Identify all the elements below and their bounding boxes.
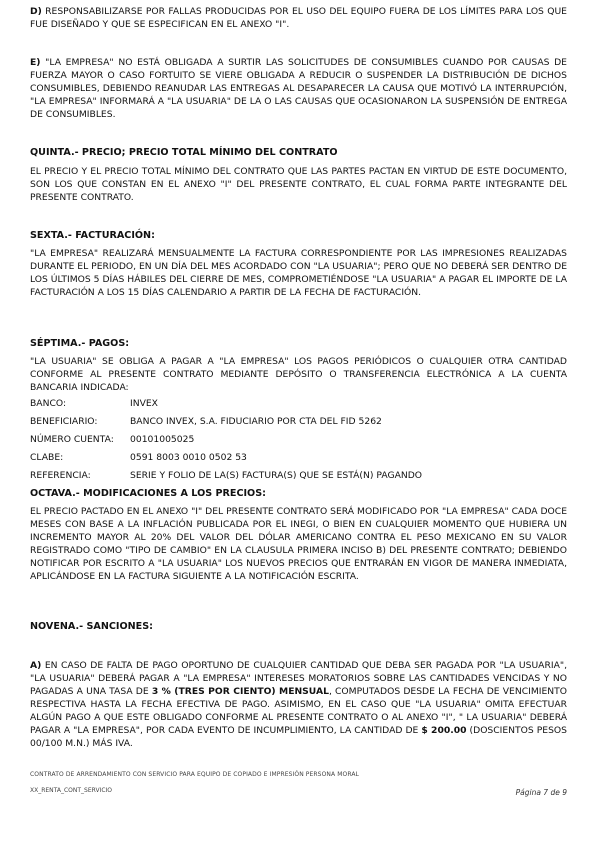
bank-value: 0591 8003 0010 0502 53: [130, 451, 247, 463]
septima-text: "LA USUARIA" SE OBLIGA A PAGAR A "LA EMPRESA" LOS PAGOS PERIÓDICOS O CUALQUIER OTRA CANTIDAD CONFORME AL PRESENTE CONTRATO MEDIANTE DEPÓSITO O TRANSFERENCIA ELECTRÓNICA A LA CUENTA BANCARIA INDICADA:: [30, 356, 567, 393]
novena-clause-a: [30, 659, 567, 750]
bank-key: CLABE:: [30, 451, 64, 463]
novena-a-label: A): [30, 660, 42, 671]
bank-key: NÚMERO CUENTA:: [30, 433, 114, 445]
bank-value: SERIE Y FOLIO DE LA(S) FACTURA(S) QUE SE ESTÁ(N) PAGANDO: [130, 469, 423, 481]
novena-a-text-3: (DOSCIENTOS PESOS 00/100 M.N.) MÁS IVA.: [30, 725, 567, 749]
clause-e-label: E): [30, 57, 41, 68]
octava-text: EL PRECIO PACTADO EN EL ANEXO "I" DEL PRESENTE CONTRATO SERÁ MODIFICADO POR "LA EMPRESA" CADA DOCE MESES CON BASE A LA INFLACIÓN PUBLICADA POR EL INEGI, O BIEN EN CUALQUIER MOMENTO QUE HUBIERA UN INCREMENTO MAYOR AL 20% DEL VALOR DEL DÓLAR AMERICANO CONTRA EL PESO MEXICANO EN SU VALOR REGISTRADO COMO "TIPO DE CAMBIO" EN LA CLAUSULA PRIMERA INCISO B) DEL PRESENTE CONTRATO; DEBIENDO NOTIFICAR POR ESCRITO A "LA USUARIA" LOS NUEVOS PRECIOS QUE ENTRARÁN EN VIGOR DE MANERA INMEDIATA, APLICÁNDOSE EN LA FACTURA SIGUIENTE A LA NOTIFICACIÓN ESCRITA.: [30, 506, 567, 582]
bank-value: BANCO INVEX, S.A. FIDUCIARIO POR CTA DEL FID 5262: [130, 415, 382, 427]
interest-rate: 3 % (TRES POR CIENTO) MENSUAL: [151, 686, 329, 697]
bank-key: REFERENCIA:: [30, 469, 91, 481]
clause-e-text: "LA EMPRESA" NO ESTÁ OBLIGADA A SURTIR LAS SOLICITUDES DE CONSUMIBLES CUANDO POR CAUSAS DE FUERZA MAYOR O CASO FORTUITO SE VIERE OBLIGADA A REDUCIR O SUSPENDER LA DISTRIBUCIÓN DE DICHOS CONSUMIBLES, DEBIENDO REANUDAR LAS ENTREGAS AL DESAPARECER LA CAUSA QUE MOTIVÓ LA INTERRUPCIÓN, "LA EMPRESA" INFORMARÁ A "LA USUARIA" DE LA O LAS CAUSAS QUE OCASIONARON LA SUSPENSIÓN DE ENTREGA DE CONSUMIBLES.: [30, 57, 567, 120]
penalty-amount: $ 200.00: [421, 725, 467, 736]
novena-a-text-2: , COMPUTADOS DESDE LA FECHA DE VENCIMIENTO RESPECTIVA HASTA LA FECHA EFECTIVA DE PAGO. ASIMISMO, EN EL CASO QUE "LA USUARIA" OMITA EFECTUAR ALGÚN PAGO A QUE ESTE OBLIGADO CONFORME AL PRESENTE CONTRATO O AL ANEXO "I", " LA USUARIA" DEBERÁ PAGAR A "LA EMPRESA", POR CADA EVENTO DE INCUMPLIMIENTO, LA CANTIDAD DE: [30, 686, 567, 736]
octava-heading: OCTAVA.- MODIFICACIONES A LOS PRECIOS:: [30, 488, 266, 499]
bank-row: [30, 448, 567, 466]
bank-row: [30, 394, 567, 412]
sexta-text: "LA EMPRESA" REALIZARÁ MENSUALMENTE LA FACTURA CORRESPONDIENTE POR LAS IMPRESIONES REALIZADAS DURANTE EL PERIODO, EN UN DÍA DEL MES ACORDADO CON "LA USUARIA"; PERO QUE NO DEBERÁ SER DENTRO DE LOS ÚLTIMOS 5 DÍAS HÁBILES DEL CIERRE DE MES, COMPROMETIÉNDOSE "LA USUARIA" A PAGAR EL IMPORTE DE LA FACTURACIÓN A LOS 15 DÍAS CALENDARIO A PARTIR DE LA FECHA DE FACTURACIÓN.: [30, 248, 567, 298]
quinta-heading: QUINTA.- PRECIO; PRECIO TOTAL MÍNIMO DEL CONTRATO: [30, 147, 338, 158]
bank-value: 00101005025: [130, 433, 195, 445]
clause-e: [30, 56, 567, 121]
clause-d: [30, 5, 567, 31]
bank-row: [30, 430, 567, 448]
clause-d-label: D): [30, 6, 42, 17]
sexta-heading: SEXTA.- FACTURACIÓN:: [30, 230, 155, 241]
novena-heading: NOVENA.- SANCIONES:: [30, 621, 153, 632]
bank-key: BENEFICIARIO:: [30, 415, 98, 427]
footer-document-title: CONTRATO DE ARRENDAMIENTO CON SERVICIO PARA EQUIPO DE COPIADO E IMPRESIÓN PERSONA MORAL: [30, 771, 359, 778]
page-number: Página 7 de 9: [515, 788, 567, 797]
bank-value: INVEX: [130, 397, 158, 409]
clause-d-text: RESPONSABILIZARSE POR FALLAS PRODUCIDAS POR EL USO DEL EQUIPO FUERA DE LOS LÍMITES PARA LOS QUE FUE DISEÑADO Y QUE SE ESPECIFICAN EN EL ANEXO "I".: [30, 6, 567, 30]
bank-key: BANCO:: [30, 397, 67, 409]
footer-document-code: XX_RENTA_CONT_SERVICIO: [30, 787, 113, 794]
bank-row: [30, 412, 567, 430]
novena-a-text-1: EN CASO DE FALTA DE PAGO OPORTUNO DE CUALQUIER CANTIDAD QUE DEBA SER PAGADA POR "LA USUARIA", "LA USUARIA" DEBERÁ PAGAR A "LA EMPRESA" INTERESES MORATORIOS SOBRE LAS CANTIDADES VENCIDAS Y NO PAGADAS A UNA TASA DE: [30, 660, 567, 697]
septima-heading: SÉPTIMA.- PAGOS:: [30, 338, 130, 349]
bank-row: [30, 466, 567, 484]
bank-details-table: [30, 394, 567, 484]
quinta-text: EL PRECIO Y EL PRECIO TOTAL MÍNIMO DEL CONTRATO QUE LAS PARTES PACTAN EN VIRTUD DE ESTE DOCUMENTO, SON LOS QUE CONSTAN EN EL ANEXO "I" DEL PRESENTE CONTRATO, EL CUAL FORMA PARTE INTEGRANTE DEL PRESENTE CONTRATO.: [30, 166, 567, 203]
